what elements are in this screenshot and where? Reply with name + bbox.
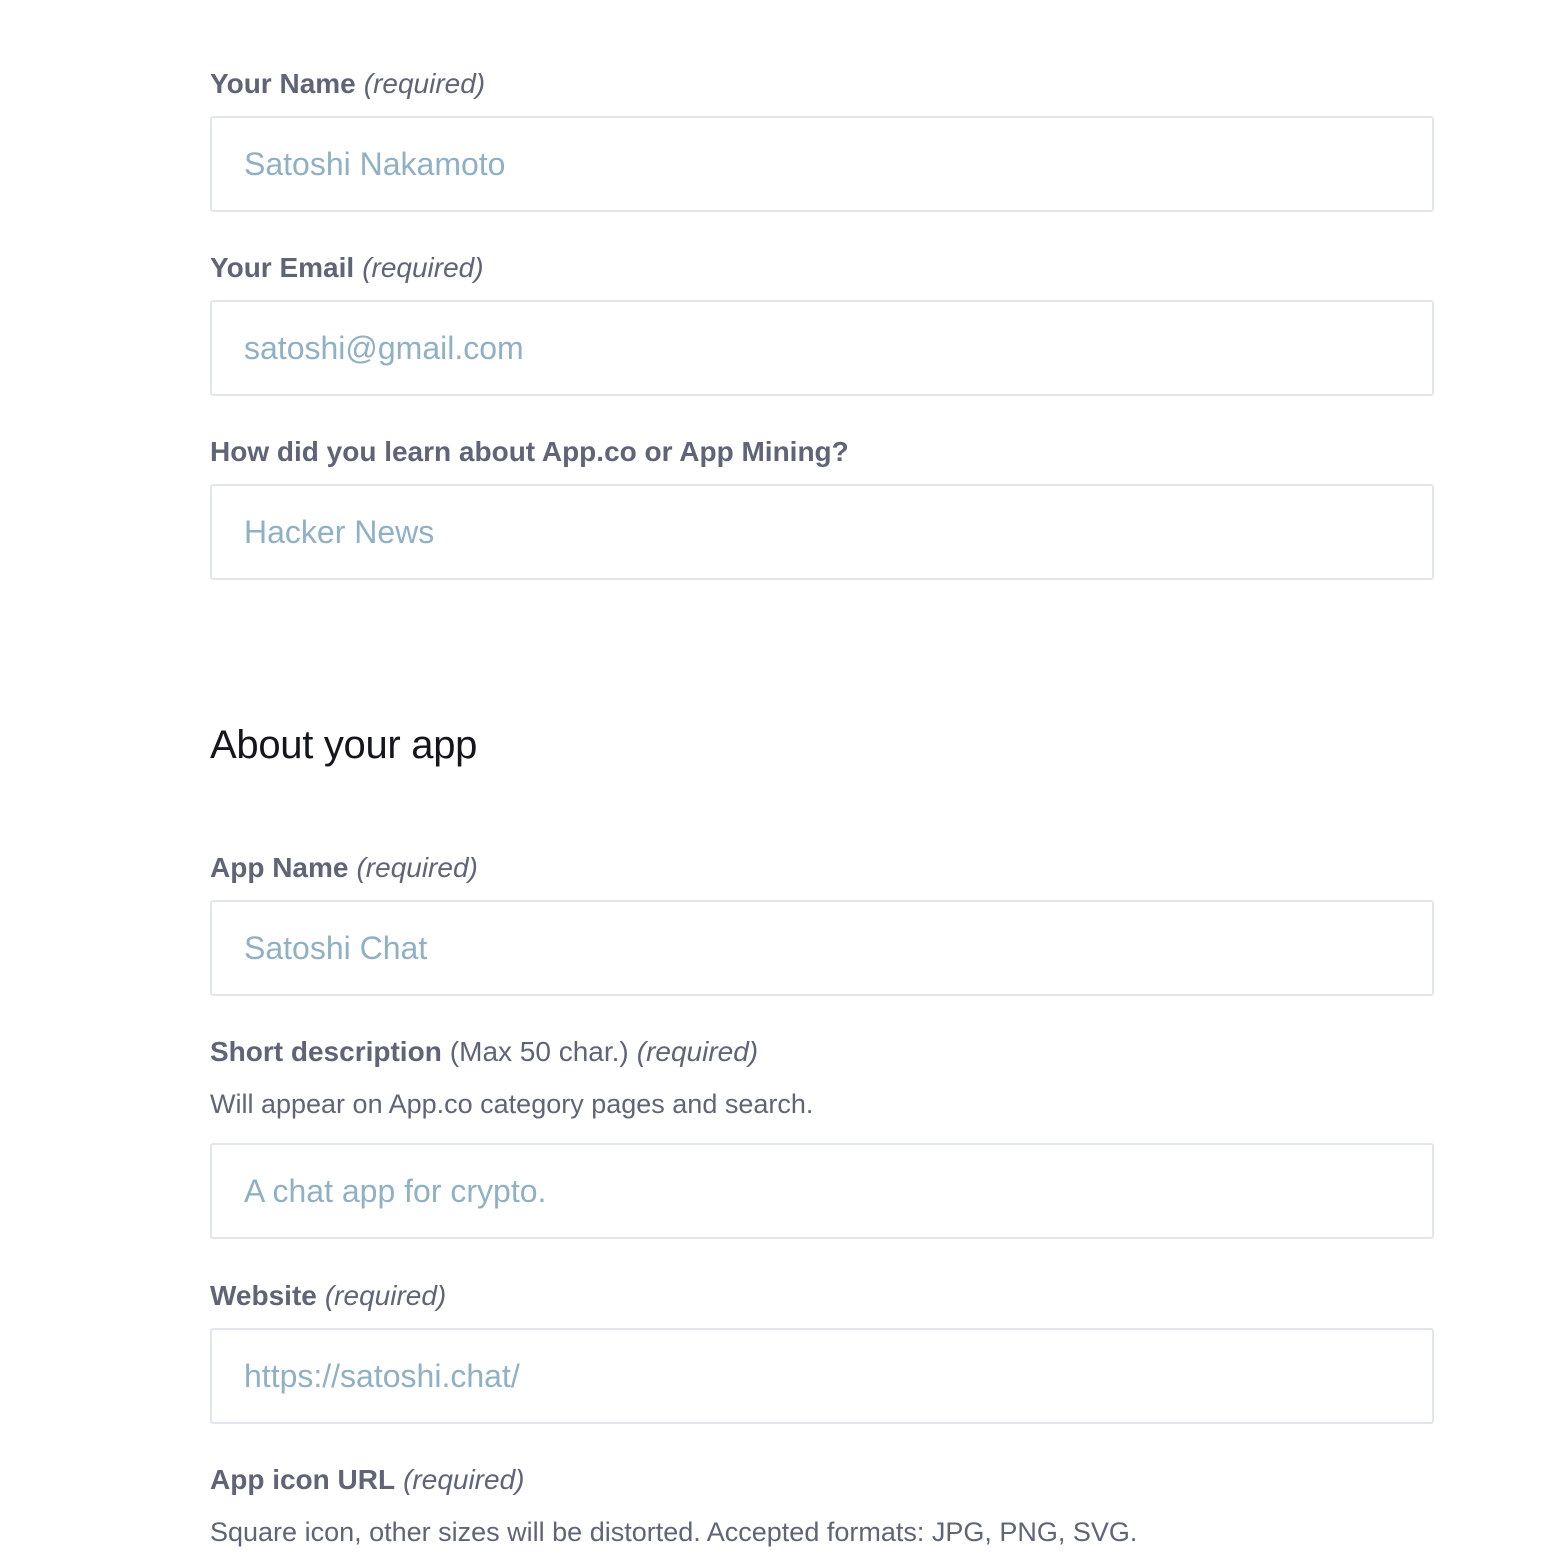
- website-label-text: Website: [210, 1280, 317, 1311]
- short-description-field-group: [210, 1035, 1434, 1239]
- referral-label: [210, 435, 1434, 469]
- app-name-label: [210, 851, 1434, 885]
- referral-label-text: How did you learn about App.co or App Mining?: [210, 436, 849, 467]
- short-description-required-marker: (required): [636, 1036, 759, 1067]
- icon-url-label: [210, 1463, 1434, 1497]
- email-required-marker: (required): [362, 252, 484, 283]
- referral-field-group: [210, 435, 1434, 580]
- short-description-max-hint: (Max 50 char.): [449, 1036, 629, 1067]
- app-name-label-text: App Name: [210, 852, 349, 883]
- email-label-text: Your Email: [210, 252, 355, 283]
- website-input[interactable]: [210, 1328, 1434, 1424]
- short-description-label: [210, 1035, 1434, 1069]
- name-label: [210, 67, 1434, 101]
- app-name-field-group: [210, 851, 1434, 996]
- email-field-group: [210, 251, 1434, 396]
- icon-url-label-text: App icon URL: [210, 1464, 396, 1495]
- name-field-group: [210, 67, 1434, 212]
- email-input[interactable]: [210, 300, 1434, 396]
- email-label: [210, 251, 1434, 285]
- section-title-about-app: About your app: [210, 723, 478, 767]
- website-field-group: [210, 1279, 1434, 1424]
- icon-url-required-marker: (required): [403, 1464, 525, 1495]
- icon-url-field-group: [210, 1463, 1434, 1549]
- name-required-marker: (required): [363, 68, 486, 99]
- short-description-help-text: Will appear on App.co category pages and search.: [210, 1089, 814, 1119]
- short-description-label-text: Short description: [210, 1036, 442, 1067]
- website-required-marker: (required): [324, 1280, 447, 1311]
- icon-url-help-text: Square icon, other sizes will be distorted. Accepted formats: JPG, PNG, SVG.: [210, 1517, 1138, 1547]
- name-label-text: Your Name: [210, 68, 356, 99]
- app-name-input[interactable]: [210, 900, 1434, 996]
- website-label: [210, 1279, 1434, 1313]
- app-name-required-marker: (required): [356, 852, 478, 883]
- referral-input[interactable]: [210, 484, 1434, 580]
- name-input[interactable]: [210, 116, 1434, 212]
- short-description-input[interactable]: [210, 1143, 1434, 1239]
